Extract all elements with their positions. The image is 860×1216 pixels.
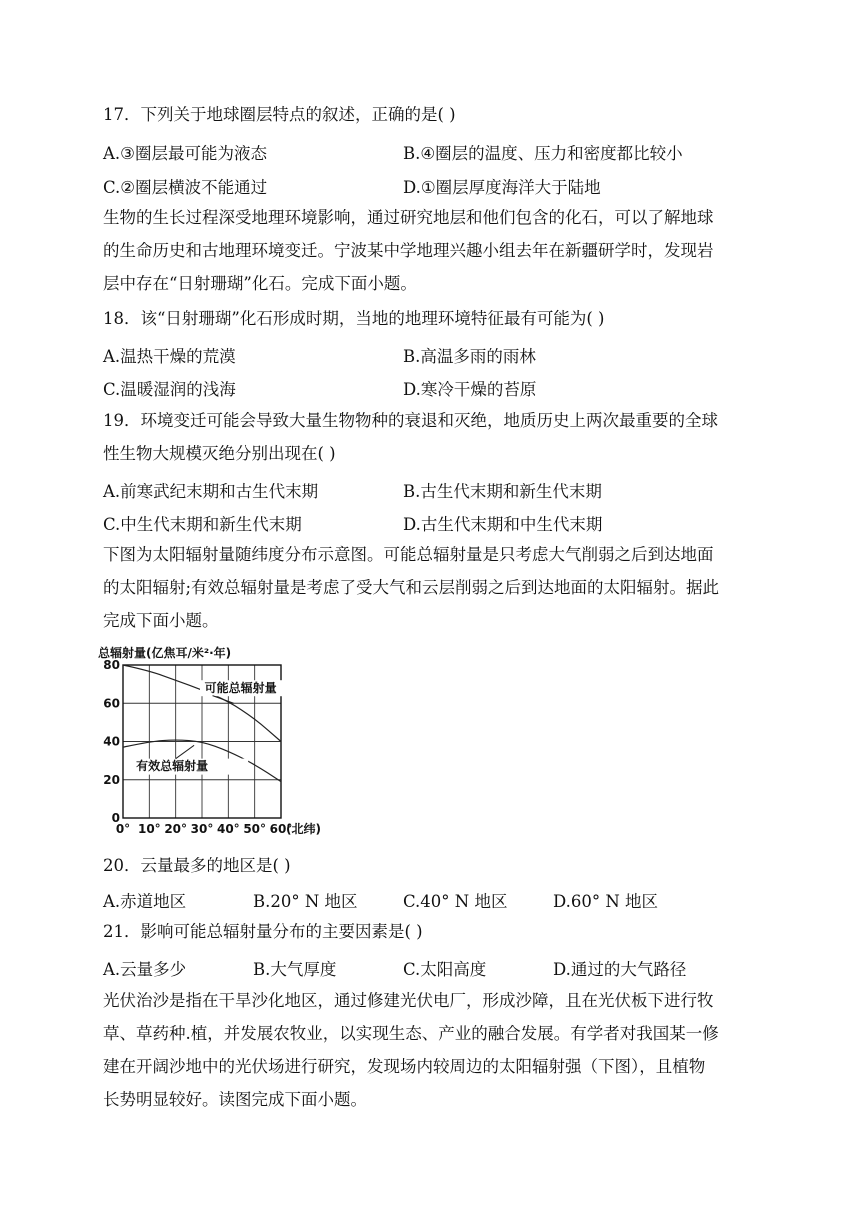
chart-xtick-label: 20° [164, 822, 188, 836]
q21-stem: 21．影响可能总辐射量分布的主要因素是( ) [103, 922, 423, 941]
chart-ytick-label: 60 [103, 696, 120, 711]
intro3-line-1: 下图为太阳辐射量随纬度分布示意图。可能总辐射量是只考虑大气削弱之后到达地面 [103, 545, 714, 564]
q20-option-a: A.赤道地区 [103, 892, 187, 911]
q19-stem-line-2: 性生物大规模灭绝分别出现在( ) [103, 444, 336, 463]
q18-stem: 18．该“日射珊瑚”化石形成时期，当地的地理环境特征最有可能为( ) [103, 309, 605, 328]
q19-option-c: C.中生代末期和新生代末期 [103, 515, 302, 534]
q20-option-d: D.60° N 地区 [553, 892, 659, 911]
q17-stem: 17．下列关于地球圈层特点的叙述，正确的是( ) [103, 105, 456, 124]
series-leader-possible [213, 696, 234, 704]
chart-xtick-label: 10° [137, 822, 161, 836]
intro3-line-2: 的太阳辐射;有效总辐射量是考虑了受大气和云层削弱之后到达地面的太阳辐射。据此 [103, 578, 720, 597]
intro4-line-3: 建在开阔沙地中的光伏场进行研究，发现场内较周边的太阳辐射强（下图），且植物 [103, 1057, 706, 1076]
intro4-line-1: 光伏治沙是指在干旱沙化地区，通过修建光伏电厂，形成沙障，且在光伏板下进行牧 [103, 991, 714, 1010]
series-label-possible: 可能总辐射量 [204, 680, 277, 695]
q19-stem-line-1: 19．环境变迁可能会导致大量生物物种的衰退和灭绝，地质历史上两次最重要的全球 [103, 411, 718, 430]
chart-ylabel: 总辐射量(亿焦耳/米²·年) [98, 646, 232, 660]
q20-option-b: B.20° N 地区 [253, 892, 358, 911]
intro2-line-1: 生物的生长过程深受地理环境影响，通过研究地层和他们包含的化石，可以了解地球 [103, 208, 714, 227]
chart-xtick-label: 30° [190, 822, 214, 836]
series-leader-effective [176, 745, 194, 758]
q18-option-c: C.温暖湿润的浅海 [103, 380, 236, 399]
chart-xtick-label: 40° [216, 822, 240, 836]
series-label-effective: 有效总辐射量 [136, 759, 209, 774]
intro2-line-2: 的生命历史和古地理环境变迁。宁波某中学地理兴趣小组去年在新疆研学时，发现岩 [103, 241, 714, 260]
chart-xlabel: (北纬) [286, 822, 321, 836]
chart-xtick-label: 50° [243, 822, 267, 836]
q19-option-a: A.前寒武纪末期和古生代末期 [103, 482, 319, 501]
q21-option-b: B.大气厚度 [253, 960, 337, 979]
q17-option-a: A.③圈层最可能为液态 [103, 144, 267, 163]
chart-ytick-label: 0 [111, 811, 120, 825]
chart-xtick-label: 0° [115, 822, 131, 836]
q18-option-a: A.温热干燥的荒漠 [103, 347, 236, 366]
q21-option-d: D.通过的大气路径 [553, 960, 687, 979]
q19-option-b: B.古生代末期和新生代末期 [403, 482, 602, 501]
chart-xtick-label: 60° [269, 822, 293, 836]
q17-option-d: D.①圈层厚度海洋大于陆地 [403, 178, 601, 197]
q21-option-c: C.太阳高度 [403, 960, 487, 979]
intro4-line-4: 长势明显较好。读图完成下面小题。 [103, 1090, 367, 1109]
q17-option-b: B.④圈层的温度、压力和密度都比较小 [403, 144, 683, 163]
chart-ytick-label: 40 [103, 734, 120, 749]
q20-stem: 20．云量最多的地区是( ) [103, 856, 291, 875]
q18-option-d: D.寒冷干燥的苔原 [403, 380, 537, 399]
q19-option-d: D.古生代末期和中生代末期 [403, 515, 603, 534]
q18-option-b: B.高温多雨的雨林 [403, 347, 536, 366]
intro3-line-3: 完成下面小题。 [103, 611, 219, 630]
q21-option-a: A.云量多少 [103, 960, 187, 979]
q20-option-c: C.40° N 地区 [403, 892, 508, 911]
chart-ytick-label: 80 [103, 658, 120, 672]
q17-option-c: C.②圈层横波不能通过 [103, 178, 268, 197]
intro4-line-2: 草、草药种.植，并发展农牧业，以实现生态、产业的融合发展。有学者对我国某一修 [103, 1024, 719, 1043]
radiation-chart [98, 640, 348, 840]
intro2-line-3: 层中存在“日射珊瑚”化石。完成下面小题。 [103, 274, 417, 293]
chart-ytick-label: 20 [103, 772, 120, 787]
